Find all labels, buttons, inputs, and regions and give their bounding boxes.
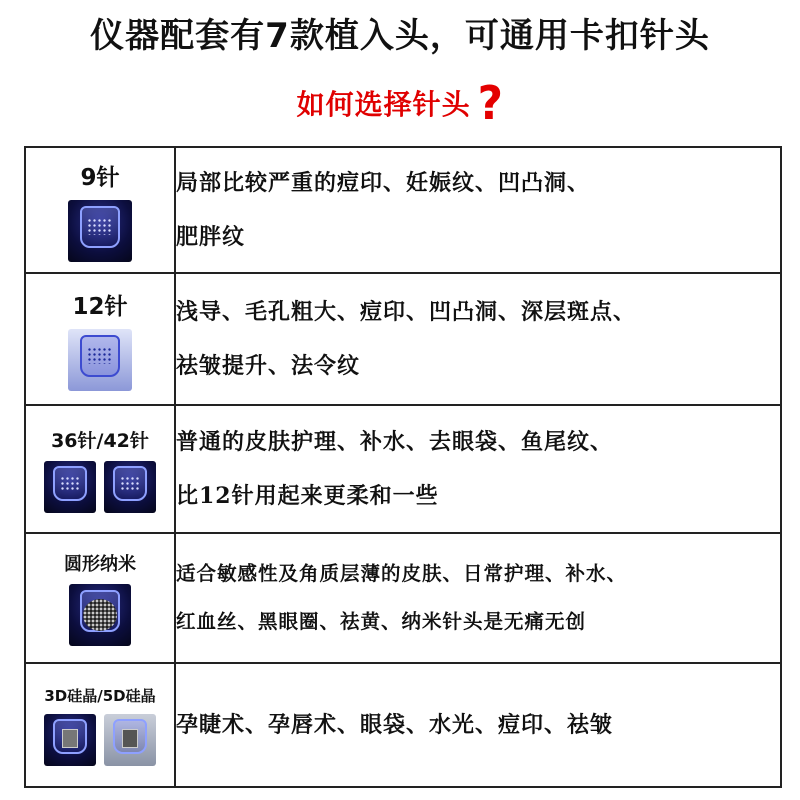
needle-name: 3D硅晶/5D硅晶 [44,686,156,705]
needle-table [24,146,782,788]
needle-cartridge-12-image [68,329,132,391]
needle-cartridge-36-image [44,461,96,513]
needle-cell [25,405,175,533]
description-cell [175,663,781,787]
needle-name: 12针 [72,293,128,320]
description-line: 红血丝、黑眼圈、祛黄、纳米针头是无痛无创 [176,610,587,633]
needle-cell [25,147,175,273]
subtitle: 如何选择针头 [296,88,471,121]
needle-cell [25,663,175,787]
needle-cartridge-42-image [104,461,156,513]
description-cell [175,147,781,273]
description-line: 祛皱提升、法令纹 [176,353,361,379]
description-line: 适合敏感性及角质层薄的皮肤、日常护理、补水、 [176,562,628,585]
needle-name: 9针 [80,164,120,191]
needle-cell [25,273,175,405]
table-row [25,405,781,533]
description-line: 肥胖纹 [176,224,246,250]
description-cell [175,273,781,405]
needle-name: 圆形纳米 [64,554,136,575]
table-row [25,273,781,405]
subtitle-row [0,76,800,130]
description-line: 孕睫术、孕唇术、眼袋、水光、痘印、祛皱 [176,712,614,738]
description-cell [175,533,781,663]
description-line: 普通的皮肤护理、补水、去眼袋、鱼尾纹、 [176,429,614,455]
question-mark-icon: ? [477,76,503,130]
description-line: 浅导、毛孔粗大、痘印、凹凸洞、深层斑点、 [176,299,637,325]
needle-name: 36针/42针 [51,429,149,452]
silicon-crystal-3d-image [44,714,96,766]
table-row [25,533,781,663]
page-title: 仪器配套有7款植入头，可通用卡扣针头 [90,16,710,56]
silicon-crystal-5d-image [104,714,156,766]
table-row [25,663,781,787]
description-line: 比12针用起来更柔和一些 [176,483,439,509]
needle-cartridge-9-image [68,200,132,262]
description-cell [175,405,781,533]
description-line: 局部比较严重的痘印、妊娠纹、凹凸洞、 [176,170,591,196]
round-nano-cartridge-image [69,584,131,646]
table-row [25,147,781,273]
needle-cell [25,533,175,663]
